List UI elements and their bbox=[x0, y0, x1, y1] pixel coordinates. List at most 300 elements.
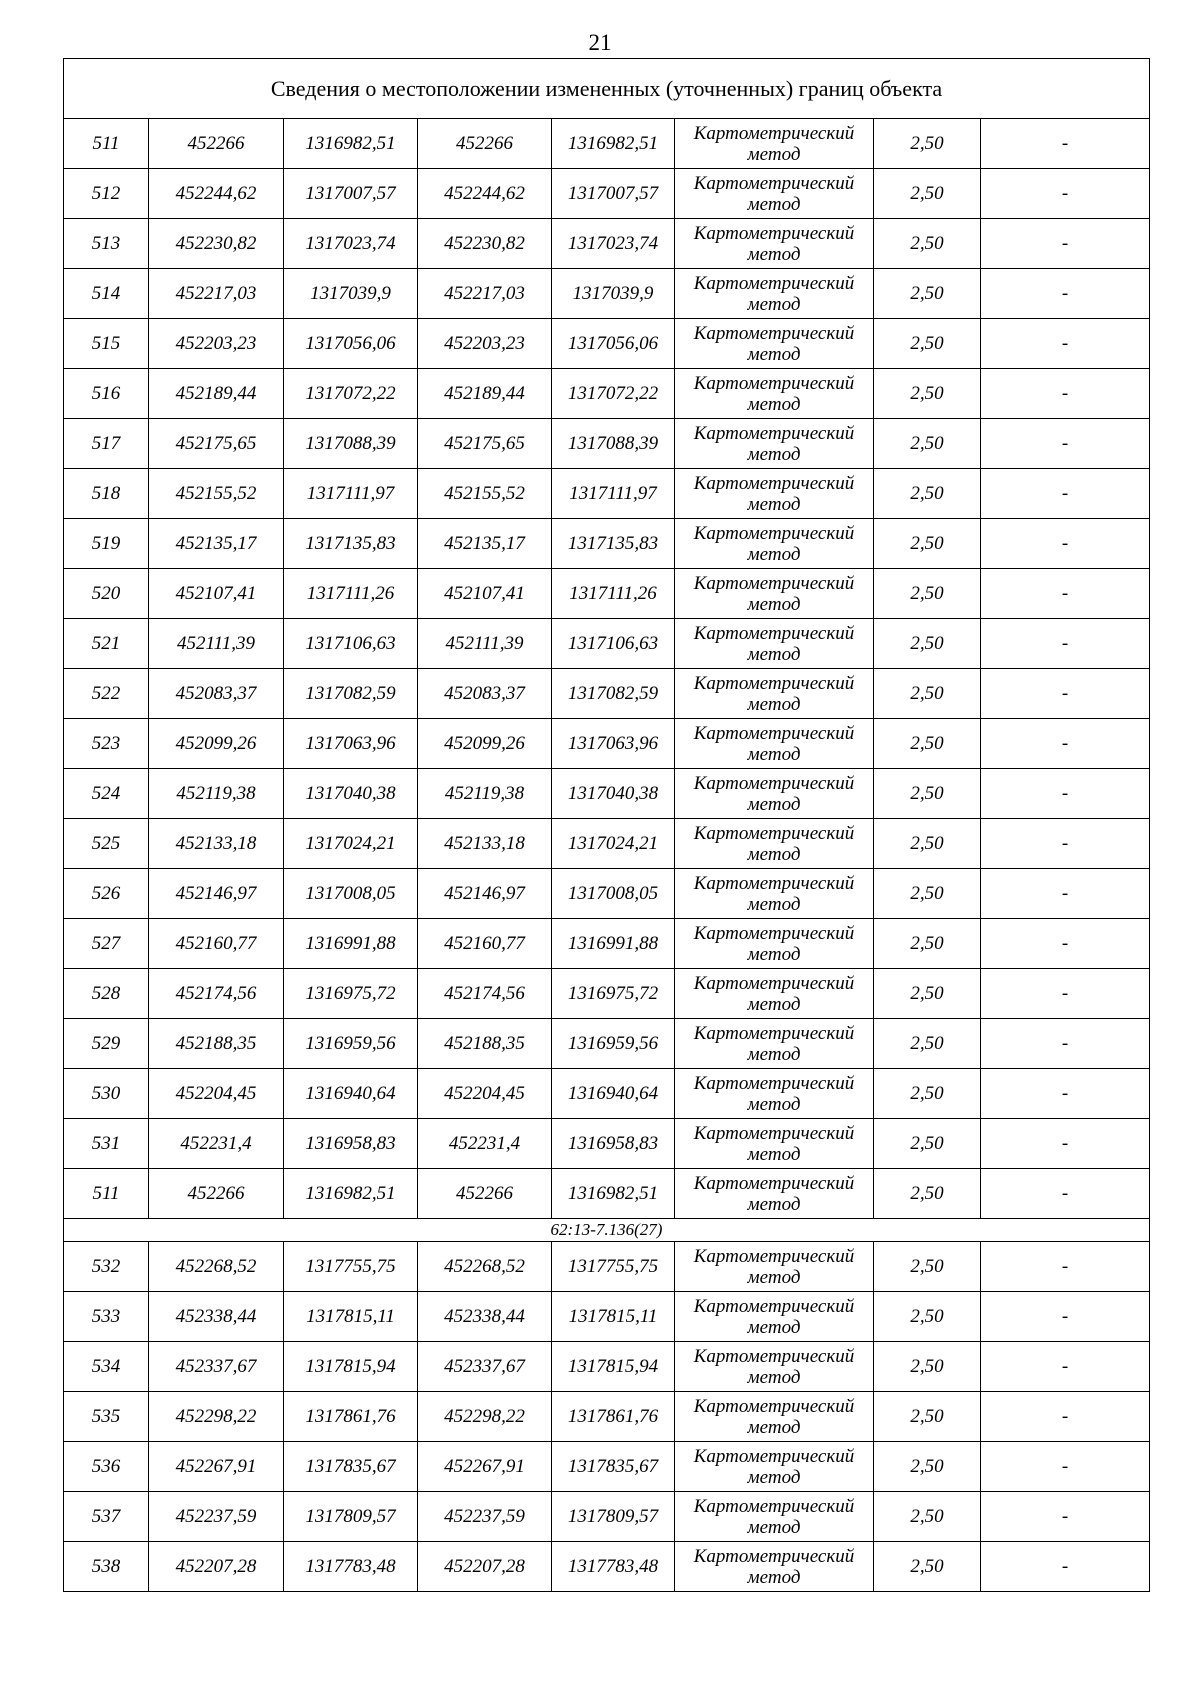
x-new-cell: 452338,44 bbox=[418, 1292, 552, 1342]
table-row bbox=[64, 119, 1150, 169]
y-new-cell: 1316959,56 bbox=[552, 1019, 675, 1069]
description-cell: - bbox=[981, 1492, 1150, 1542]
x-new-cell: 452155,52 bbox=[418, 469, 552, 519]
method-line-2: метод bbox=[747, 543, 801, 565]
table-row bbox=[64, 419, 1150, 469]
y-new-cell: 1317024,21 bbox=[552, 819, 675, 869]
method-line-1: Картометрический bbox=[693, 1395, 855, 1417]
method-line-2: метод bbox=[747, 843, 801, 865]
method-line-2: метод bbox=[747, 1366, 801, 1388]
x-existing-cell: 452188,35 bbox=[149, 1019, 284, 1069]
x-new-cell: 452146,97 bbox=[418, 869, 552, 919]
y-new-cell: 1316991,88 bbox=[552, 919, 675, 969]
y-new-cell: 1317088,39 bbox=[552, 419, 675, 469]
x-new-cell: 452160,77 bbox=[418, 919, 552, 969]
y-existing-cell: 1317861,76 bbox=[284, 1392, 418, 1442]
y-new-cell: 1316940,64 bbox=[552, 1069, 675, 1119]
method-cell bbox=[675, 1542, 874, 1592]
method-cell bbox=[675, 469, 874, 519]
method-line-2: метод bbox=[747, 1193, 801, 1215]
x-existing-cell: 452337,67 bbox=[149, 1342, 284, 1392]
table-row bbox=[64, 619, 1150, 669]
precision-cell: 2,50 bbox=[874, 1019, 981, 1069]
description-cell: - bbox=[981, 1542, 1150, 1592]
precision-cell: 2,50 bbox=[874, 519, 981, 569]
table-row bbox=[64, 1492, 1150, 1542]
x-existing-cell: 452207,28 bbox=[149, 1542, 284, 1592]
point-number-cell: 528 bbox=[64, 969, 149, 1019]
table-row bbox=[64, 319, 1150, 369]
method-line-2: метод bbox=[747, 1143, 801, 1165]
table-row bbox=[64, 1442, 1150, 1492]
method-cell bbox=[675, 269, 874, 319]
x-existing-cell: 452174,56 bbox=[149, 969, 284, 1019]
precision-cell: 2,50 bbox=[874, 469, 981, 519]
y-new-cell: 1317835,67 bbox=[552, 1442, 675, 1492]
y-new-cell: 1316975,72 bbox=[552, 969, 675, 1019]
precision-cell: 2,50 bbox=[874, 769, 981, 819]
point-number-cell: 511 bbox=[64, 119, 149, 169]
description-cell: - bbox=[981, 919, 1150, 969]
y-existing-cell: 1317082,59 bbox=[284, 669, 418, 719]
method-line-2: метод bbox=[747, 493, 801, 515]
precision-cell: 2,50 bbox=[874, 169, 981, 219]
x-new-cell: 452107,41 bbox=[418, 569, 552, 619]
method-line-1: Картометрический bbox=[693, 1122, 855, 1144]
description-cell: - bbox=[981, 1019, 1150, 1069]
method-line-2: метод bbox=[747, 1516, 801, 1538]
method-line-2: метод bbox=[747, 143, 801, 165]
method-line-1: Картометрический bbox=[693, 272, 855, 294]
point-number-cell: 519 bbox=[64, 519, 149, 569]
precision-cell: 2,50 bbox=[874, 619, 981, 669]
point-number-cell: 534 bbox=[64, 1342, 149, 1392]
precision-cell: 2,50 bbox=[874, 969, 981, 1019]
description-cell: - bbox=[981, 1119, 1150, 1169]
description-cell: - bbox=[981, 1392, 1150, 1442]
y-existing-cell: 1317835,67 bbox=[284, 1442, 418, 1492]
point-number-cell: 520 bbox=[64, 569, 149, 619]
y-existing-cell: 1316958,83 bbox=[284, 1119, 418, 1169]
method-cell bbox=[675, 369, 874, 419]
x-new-cell: 452135,17 bbox=[418, 519, 552, 569]
table-row bbox=[64, 269, 1150, 319]
y-new-cell: 1317008,05 bbox=[552, 869, 675, 919]
description-cell: - bbox=[981, 319, 1150, 369]
point-number-cell: 512 bbox=[64, 169, 149, 219]
x-new-cell: 452133,18 bbox=[418, 819, 552, 869]
y-existing-cell: 1317023,74 bbox=[284, 219, 418, 269]
method-line-1: Картометрический bbox=[693, 1022, 855, 1044]
point-number-cell: 515 bbox=[64, 319, 149, 369]
table-row bbox=[64, 1119, 1150, 1169]
description-cell: - bbox=[981, 1169, 1150, 1219]
y-existing-cell: 1317809,57 bbox=[284, 1492, 418, 1542]
x-new-cell: 452266 bbox=[418, 1169, 552, 1219]
description-cell: - bbox=[981, 1442, 1150, 1492]
description-cell: - bbox=[981, 169, 1150, 219]
point-number-cell: 516 bbox=[64, 369, 149, 419]
x-existing-cell: 452298,22 bbox=[149, 1392, 284, 1442]
method-line-2: метод bbox=[747, 593, 801, 615]
precision-cell: 2,50 bbox=[874, 569, 981, 619]
table-row bbox=[64, 1392, 1150, 1442]
precision-cell: 2,50 bbox=[874, 1169, 981, 1219]
point-number-cell: 527 bbox=[64, 919, 149, 969]
precision-cell: 2,50 bbox=[874, 119, 981, 169]
x-existing-cell: 452338,44 bbox=[149, 1292, 284, 1342]
precision-cell: 2,50 bbox=[874, 1119, 981, 1169]
method-line-1: Картометрический bbox=[693, 322, 855, 344]
y-new-cell: 1317861,76 bbox=[552, 1392, 675, 1442]
method-cell bbox=[675, 1392, 874, 1442]
method-line-1: Картометрический bbox=[693, 1445, 855, 1467]
y-existing-cell: 1317135,83 bbox=[284, 519, 418, 569]
method-line-1: Картометрический bbox=[693, 972, 855, 994]
point-number-cell: 538 bbox=[64, 1542, 149, 1592]
table-row bbox=[64, 869, 1150, 919]
method-cell bbox=[675, 419, 874, 469]
method-line-2: метод bbox=[747, 443, 801, 465]
precision-cell: 2,50 bbox=[874, 419, 981, 469]
table-row bbox=[64, 1019, 1150, 1069]
table-row bbox=[64, 169, 1150, 219]
y-existing-cell: 1317106,63 bbox=[284, 619, 418, 669]
method-cell bbox=[675, 1019, 874, 1069]
y-existing-cell: 1316982,51 bbox=[284, 1169, 418, 1219]
y-existing-cell: 1317056,06 bbox=[284, 319, 418, 369]
method-line-1: Картометрический bbox=[693, 1345, 855, 1367]
y-existing-cell: 1317815,94 bbox=[284, 1342, 418, 1392]
point-number-cell: 511 bbox=[64, 1169, 149, 1219]
y-new-cell: 1317023,74 bbox=[552, 219, 675, 269]
method-line-1: Картометрический bbox=[693, 372, 855, 394]
method-line-1: Картометрический bbox=[693, 422, 855, 444]
point-number-cell: 522 bbox=[64, 669, 149, 719]
y-new-cell: 1317056,06 bbox=[552, 319, 675, 369]
y-new-cell: 1316982,51 bbox=[552, 1169, 675, 1219]
x-new-cell: 452337,67 bbox=[418, 1342, 552, 1392]
description-cell: - bbox=[981, 869, 1150, 919]
y-existing-cell: 1317024,21 bbox=[284, 819, 418, 869]
page-number: 21 bbox=[588, 30, 612, 55]
x-existing-cell: 452107,41 bbox=[149, 569, 284, 619]
y-existing-cell: 1317088,39 bbox=[284, 419, 418, 469]
x-existing-cell: 452135,17 bbox=[149, 519, 284, 569]
method-cell bbox=[675, 169, 874, 219]
y-existing-cell: 1317111,97 bbox=[284, 469, 418, 519]
y-existing-cell: 1317755,75 bbox=[284, 1242, 418, 1292]
x-new-cell: 452268,52 bbox=[418, 1242, 552, 1292]
table-row bbox=[64, 1069, 1150, 1119]
method-line-1: Картометрический bbox=[693, 672, 855, 694]
method-cell bbox=[675, 969, 874, 1019]
point-number-cell: 518 bbox=[64, 469, 149, 519]
table-row bbox=[64, 969, 1150, 1019]
y-new-cell: 1316958,83 bbox=[552, 1119, 675, 1169]
point-number-cell: 524 bbox=[64, 769, 149, 819]
y-existing-cell: 1316982,51 bbox=[284, 119, 418, 169]
table-row bbox=[64, 769, 1150, 819]
description-cell: - bbox=[981, 569, 1150, 619]
method-line-1: Картометрический bbox=[693, 522, 855, 544]
y-existing-cell: 1317063,96 bbox=[284, 719, 418, 769]
section-label: 62:13-7.136(27) bbox=[64, 1219, 1150, 1242]
y-existing-cell: 1317111,26 bbox=[284, 569, 418, 619]
x-new-cell: 452119,38 bbox=[418, 769, 552, 819]
precision-cell: 2,50 bbox=[874, 819, 981, 869]
precision-cell: 2,50 bbox=[874, 1292, 981, 1342]
description-cell: - bbox=[981, 469, 1150, 519]
y-new-cell: 1317815,94 bbox=[552, 1342, 675, 1392]
x-existing-cell: 452119,38 bbox=[149, 769, 284, 819]
y-new-cell: 1317106,63 bbox=[552, 619, 675, 669]
point-number-cell: 529 bbox=[64, 1019, 149, 1069]
precision-cell: 2,50 bbox=[874, 369, 981, 419]
method-cell bbox=[675, 669, 874, 719]
y-existing-cell: 1317815,11 bbox=[284, 1292, 418, 1342]
x-existing-cell: 452268,52 bbox=[149, 1242, 284, 1292]
x-existing-cell: 452189,44 bbox=[149, 369, 284, 419]
x-new-cell: 452267,91 bbox=[418, 1442, 552, 1492]
precision-cell: 2,50 bbox=[874, 1242, 981, 1292]
method-line-1: Картометрический bbox=[693, 922, 855, 944]
method-cell bbox=[675, 619, 874, 669]
method-line-1: Картометрический bbox=[693, 1495, 855, 1517]
table-row bbox=[64, 569, 1150, 619]
method-line-2: метод bbox=[747, 193, 801, 215]
precision-cell: 2,50 bbox=[874, 669, 981, 719]
method-cell bbox=[675, 1292, 874, 1342]
y-new-cell: 1317063,96 bbox=[552, 719, 675, 769]
description-cell: - bbox=[981, 369, 1150, 419]
method-line-2: метод bbox=[747, 1043, 801, 1065]
y-existing-cell: 1317783,48 bbox=[284, 1542, 418, 1592]
table-row bbox=[64, 469, 1150, 519]
description-cell: - bbox=[981, 1069, 1150, 1119]
y-existing-cell: 1316940,64 bbox=[284, 1069, 418, 1119]
description-cell: - bbox=[981, 769, 1150, 819]
method-line-1: Картометрический bbox=[693, 1072, 855, 1094]
method-cell bbox=[675, 769, 874, 819]
method-line-1: Картометрический bbox=[693, 622, 855, 644]
x-new-cell: 452207,28 bbox=[418, 1542, 552, 1592]
y-new-cell: 1317082,59 bbox=[552, 669, 675, 719]
x-existing-cell: 452204,45 bbox=[149, 1069, 284, 1119]
table-row bbox=[64, 1542, 1150, 1592]
y-new-cell: 1317135,83 bbox=[552, 519, 675, 569]
y-new-cell: 1317783,48 bbox=[552, 1542, 675, 1592]
x-existing-cell: 452083,37 bbox=[149, 669, 284, 719]
x-existing-cell: 452175,65 bbox=[149, 419, 284, 469]
description-cell: - bbox=[981, 269, 1150, 319]
x-existing-cell: 452160,77 bbox=[149, 919, 284, 969]
method-line-2: метод bbox=[747, 1266, 801, 1288]
method-cell bbox=[675, 919, 874, 969]
method-cell bbox=[675, 219, 874, 269]
x-existing-cell: 452230,82 bbox=[149, 219, 284, 269]
table-title: Сведения о местоположении измененных (уточненных) границ объекта bbox=[64, 59, 1150, 119]
precision-cell: 2,50 bbox=[874, 1392, 981, 1442]
section-row bbox=[64, 1219, 1150, 1242]
description-cell: - bbox=[981, 819, 1150, 869]
precision-cell: 2,50 bbox=[874, 1542, 981, 1592]
x-new-cell: 452244,62 bbox=[418, 169, 552, 219]
x-existing-cell: 452133,18 bbox=[149, 819, 284, 869]
method-line-2: метод bbox=[747, 1316, 801, 1338]
table-row bbox=[64, 1342, 1150, 1392]
y-existing-cell: 1317007,57 bbox=[284, 169, 418, 219]
method-line-1: Картометрический bbox=[693, 1172, 855, 1194]
method-line-2: метод bbox=[747, 693, 801, 715]
point-number-cell: 526 bbox=[64, 869, 149, 919]
precision-cell: 2,50 bbox=[874, 1342, 981, 1392]
table-row bbox=[64, 819, 1150, 869]
method-cell bbox=[675, 869, 874, 919]
method-line-1: Картометрический bbox=[693, 572, 855, 594]
table-title-row bbox=[64, 59, 1150, 119]
x-existing-cell: 452244,62 bbox=[149, 169, 284, 219]
x-existing-cell: 452237,59 bbox=[149, 1492, 284, 1542]
method-cell bbox=[675, 569, 874, 619]
method-cell bbox=[675, 1119, 874, 1169]
y-new-cell: 1317007,57 bbox=[552, 169, 675, 219]
table-row bbox=[64, 1242, 1150, 1292]
table-row bbox=[64, 669, 1150, 719]
x-existing-cell: 452217,03 bbox=[149, 269, 284, 319]
y-existing-cell: 1317072,22 bbox=[284, 369, 418, 419]
x-new-cell: 452217,03 bbox=[418, 269, 552, 319]
method-cell bbox=[675, 1069, 874, 1119]
table-row bbox=[64, 919, 1150, 969]
y-new-cell: 1317111,97 bbox=[552, 469, 675, 519]
method-line-1: Картометрический bbox=[693, 1295, 855, 1317]
x-existing-cell: 452155,52 bbox=[149, 469, 284, 519]
point-number-cell: 531 bbox=[64, 1119, 149, 1169]
point-number-cell: 532 bbox=[64, 1242, 149, 1292]
point-number-cell: 530 bbox=[64, 1069, 149, 1119]
point-number-cell: 514 bbox=[64, 269, 149, 319]
x-new-cell: 452266 bbox=[418, 119, 552, 169]
point-number-cell: 535 bbox=[64, 1392, 149, 1442]
description-cell: - bbox=[981, 419, 1150, 469]
x-existing-cell: 452231,4 bbox=[149, 1119, 284, 1169]
method-line-1: Картометрический bbox=[693, 172, 855, 194]
method-line-2: метод bbox=[747, 943, 801, 965]
method-line-1: Картометрический bbox=[693, 122, 855, 144]
table-row bbox=[64, 519, 1150, 569]
x-new-cell: 452231,4 bbox=[418, 1119, 552, 1169]
table-row bbox=[64, 219, 1150, 269]
description-cell: - bbox=[981, 519, 1150, 569]
description-cell: - bbox=[981, 969, 1150, 1019]
description-cell: - bbox=[981, 719, 1150, 769]
x-existing-cell: 452146,97 bbox=[149, 869, 284, 919]
precision-cell: 2,50 bbox=[874, 1492, 981, 1542]
method-cell bbox=[675, 119, 874, 169]
description-cell: - bbox=[981, 1242, 1150, 1292]
point-number-cell: 517 bbox=[64, 419, 149, 469]
x-existing-cell: 452203,23 bbox=[149, 319, 284, 369]
method-line-2: метод bbox=[747, 1566, 801, 1588]
x-new-cell: 452175,65 bbox=[418, 419, 552, 469]
method-line-1: Картометрический bbox=[693, 1245, 855, 1267]
table-row bbox=[64, 719, 1150, 769]
y-new-cell: 1317815,11 bbox=[552, 1292, 675, 1342]
x-existing-cell: 452099,26 bbox=[149, 719, 284, 769]
method-line-2: метод bbox=[747, 343, 801, 365]
precision-cell: 2,50 bbox=[874, 919, 981, 969]
x-new-cell: 452230,82 bbox=[418, 219, 552, 269]
y-new-cell: 1317040,38 bbox=[552, 769, 675, 819]
method-line-2: метод bbox=[747, 243, 801, 265]
y-new-cell: 1317072,22 bbox=[552, 369, 675, 419]
table-row bbox=[64, 1292, 1150, 1342]
point-number-cell: 536 bbox=[64, 1442, 149, 1492]
point-number-cell: 523 bbox=[64, 719, 149, 769]
method-cell bbox=[675, 819, 874, 869]
point-number-cell: 533 bbox=[64, 1292, 149, 1342]
y-new-cell: 1317039,9 bbox=[552, 269, 675, 319]
method-cell bbox=[675, 1169, 874, 1219]
y-existing-cell: 1316975,72 bbox=[284, 969, 418, 1019]
point-number-cell: 513 bbox=[64, 219, 149, 269]
x-new-cell: 452298,22 bbox=[418, 1392, 552, 1442]
method-line-2: метод bbox=[747, 1466, 801, 1488]
x-new-cell: 452083,37 bbox=[418, 669, 552, 719]
method-cell bbox=[675, 1342, 874, 1392]
method-line-1: Картометрический bbox=[693, 1545, 855, 1567]
precision-cell: 2,50 bbox=[874, 869, 981, 919]
method-line-2: метод bbox=[747, 743, 801, 765]
y-existing-cell: 1316959,56 bbox=[284, 1019, 418, 1069]
point-number-cell: 537 bbox=[64, 1492, 149, 1542]
method-cell bbox=[675, 1242, 874, 1292]
x-new-cell: 452099,26 bbox=[418, 719, 552, 769]
method-cell bbox=[675, 519, 874, 569]
description-cell: - bbox=[981, 119, 1150, 169]
method-line-2: метод bbox=[747, 993, 801, 1015]
y-existing-cell: 1316991,88 bbox=[284, 919, 418, 969]
method-line-1: Картометрический bbox=[693, 822, 855, 844]
y-existing-cell: 1317008,05 bbox=[284, 869, 418, 919]
precision-cell: 2,50 bbox=[874, 269, 981, 319]
x-new-cell: 452237,59 bbox=[418, 1492, 552, 1542]
point-number-cell: 525 bbox=[64, 819, 149, 869]
x-new-cell: 452203,23 bbox=[418, 319, 552, 369]
y-new-cell: 1317111,26 bbox=[552, 569, 675, 619]
x-new-cell: 452174,56 bbox=[418, 969, 552, 1019]
precision-cell: 2,50 bbox=[874, 319, 981, 369]
method-cell bbox=[675, 1492, 874, 1542]
description-cell: - bbox=[981, 669, 1150, 719]
y-new-cell: 1317755,75 bbox=[552, 1242, 675, 1292]
y-new-cell: 1316982,51 bbox=[552, 119, 675, 169]
x-new-cell: 452111,39 bbox=[418, 619, 552, 669]
x-existing-cell: 452266 bbox=[149, 119, 284, 169]
coordinates-table bbox=[63, 58, 1150, 1592]
method-line-1: Картометрический bbox=[693, 722, 855, 744]
y-existing-cell: 1317039,9 bbox=[284, 269, 418, 319]
method-line-2: метод bbox=[747, 1093, 801, 1115]
x-existing-cell: 452267,91 bbox=[149, 1442, 284, 1492]
method-line-2: метод bbox=[747, 893, 801, 915]
precision-cell: 2,50 bbox=[874, 219, 981, 269]
method-cell bbox=[675, 719, 874, 769]
precision-cell: 2,50 bbox=[874, 1442, 981, 1492]
precision-cell: 2,50 bbox=[874, 1069, 981, 1119]
x-existing-cell: 452111,39 bbox=[149, 619, 284, 669]
